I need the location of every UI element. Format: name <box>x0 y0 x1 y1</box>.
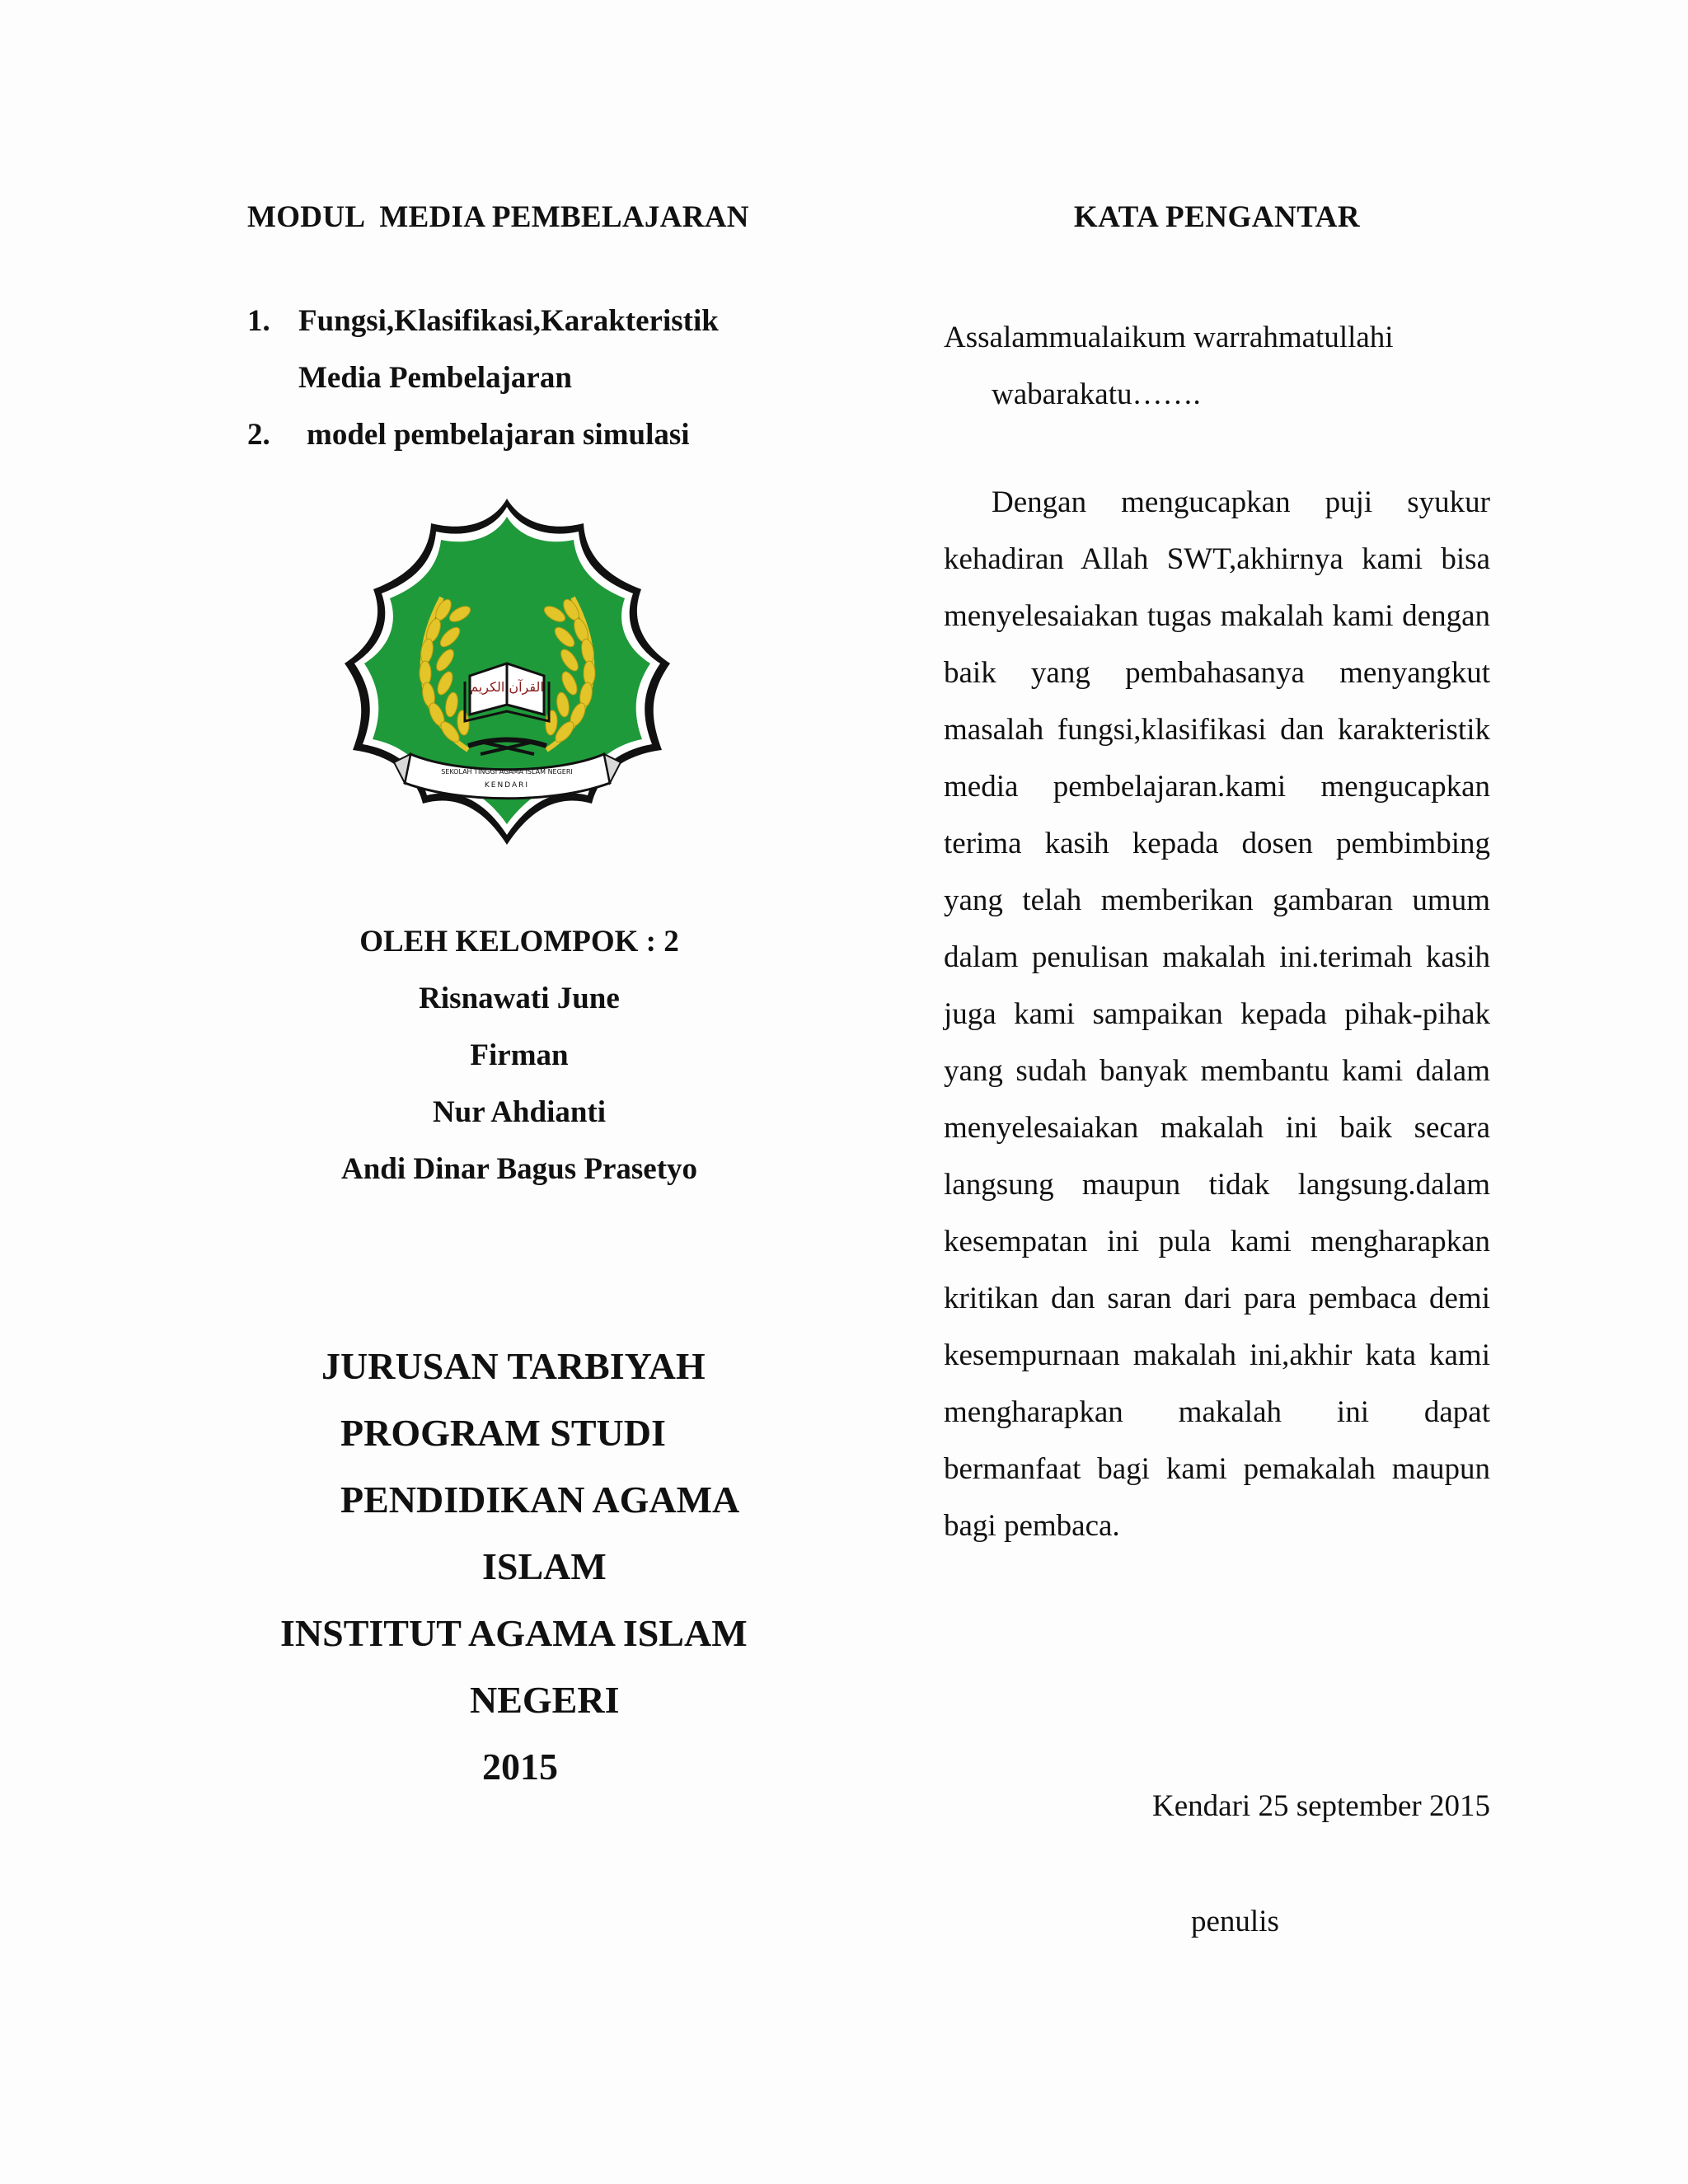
group-info <box>247 913 791 1197</box>
topic-item <box>247 293 719 406</box>
institution-block <box>247 1333 874 1800</box>
topic-number: 1. <box>247 304 270 338</box>
topic-list <box>247 293 719 463</box>
emblem-svg <box>345 499 670 845</box>
emblem-ribbon-city: KENDARI <box>484 781 530 790</box>
institution-line: INSTITUT AGAMA ISLAM <box>280 1612 748 1654</box>
signoff-date: Kendari 25 september 2015 <box>1152 1789 1490 1823</box>
group-member: Risnawati June <box>419 982 620 1015</box>
institution-line: ISLAM <box>482 1545 607 1587</box>
topic-text-line: Fungsi,Klasifikasi,Karakteristik <box>298 304 719 338</box>
greeting-line: Assalammualaikum warrahmatullahi <box>944 321 1394 354</box>
preface-body: Dengan mengucapkan puji syukur kehadiran Allah SWT,akhirnya kami bisa menyelesaiakan tugas makalah kami dengan baik yang pembahasanya menyangkut masalah fungsi,klasifikasi dan karakteristik media pembelajaran.kami mengucapkan terima kasih kepada dosen pembimbing yang telah memberikan gambaran umum dalam penulisan makalah ini.terimah kasih juga kami sampaikan kepada pihak-pihak yang sudah banyak membantu kami dalam menyelesaiakan makalah ini baik secara langsung maupun tidak langsung.dalam kesempatan ini pula kami mengharapkan kritikan dan saran dari para pembaca demi kesempurnaan makalah ini,akhir kata kami mengharapkan makalah ini dapat bermanfaat bagi kami pemakalah maupun bagi pembaca. <box>944 485 1490 1543</box>
greeting-line: wabarakatu……. <box>992 377 1201 411</box>
emblem-ribbon-text: SEKOLAH TINGGI AGAMA ISLAM NEGERI <box>441 768 573 776</box>
preface-column <box>944 0 1490 2184</box>
preface-title: KATA PENGANTAR <box>1073 200 1361 234</box>
cover-column <box>247 0 874 2184</box>
institution-line: JURUSAN TARBIYAH <box>321 1345 706 1387</box>
institution-line: PENDIDIKAN AGAMA <box>340 1479 740 1521</box>
greeting <box>944 309 1490 423</box>
topic-text-line: Media Pembelajaran <box>298 361 572 395</box>
institution-line: PROGRAM STUDI <box>340 1412 666 1454</box>
group-member: Firman <box>470 1038 569 1072</box>
institute-emblem-logo <box>345 499 670 845</box>
emblem-book-script: القرآن الكريم <box>470 679 544 695</box>
topic-text-line: model pembelajaran simulasi <box>307 418 690 452</box>
institution-line: NEGERI <box>470 1679 620 1721</box>
modul-title: MODUL MEDIA PEMBELAJARAN <box>247 200 749 234</box>
institution-line: 2015 <box>482 1746 558 1788</box>
group-member: Andi Dinar Bagus Prasetyo <box>340 1152 698 1186</box>
group-heading: OLEH KELOMPOK : 2 <box>359 925 679 958</box>
topic-number: 2. <box>247 418 270 452</box>
group-member: Nur Ahdianti <box>432 1095 607 1129</box>
topic-item <box>247 406 719 463</box>
signoff-name: penulis <box>1191 1905 1279 1938</box>
